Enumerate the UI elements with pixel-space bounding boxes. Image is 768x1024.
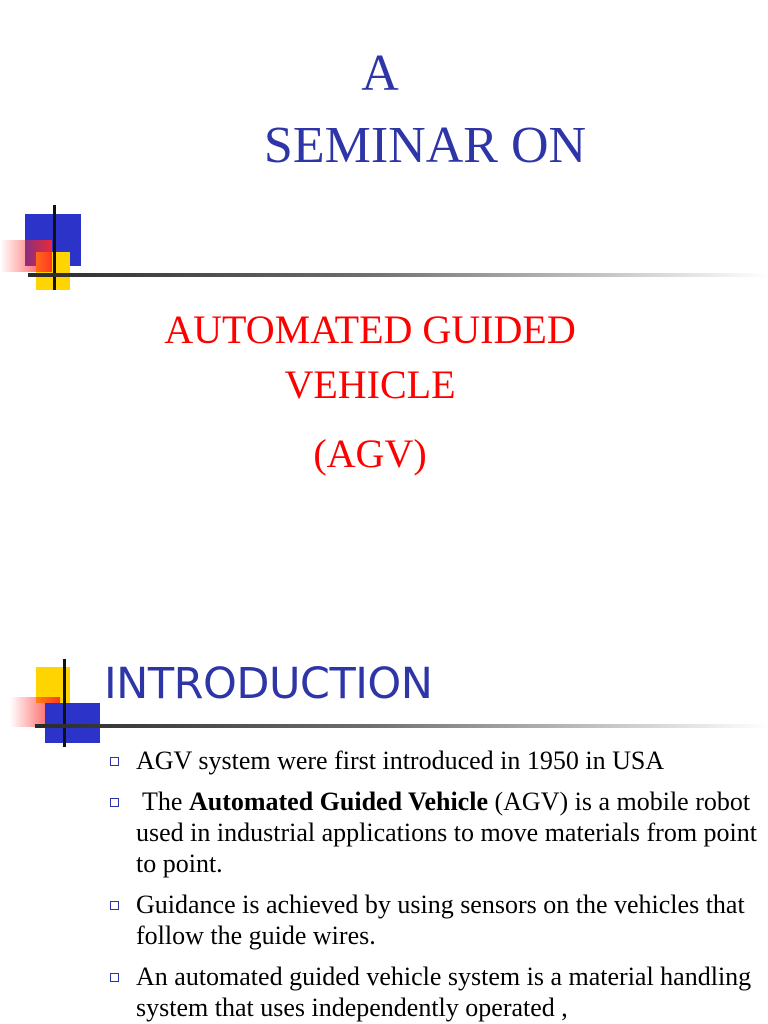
bullet-text-lead: The	[136, 787, 189, 816]
subtitle-line-2: VEHICLE	[284, 362, 456, 407]
heading-divider-line	[35, 724, 768, 728]
section-heading: INTRODUCTION	[104, 659, 433, 709]
bullet-text: AGV system were first introduced in 1950 in USA	[136, 746, 665, 775]
bullet-text-bold: Automated Guided Vehicle	[188, 787, 488, 816]
title-line-1: A	[361, 45, 399, 102]
bullet-text: An automated guided vehicle system is a material handling system that uses independently operated ,	[136, 962, 752, 1022]
title-divider-line	[28, 273, 768, 277]
subtitle-line-3: (AGV)	[313, 431, 427, 476]
square-bullet-icon	[110, 798, 119, 807]
list-item	[106, 786, 766, 879]
deco-red-square	[0, 240, 52, 272]
title-line-2: SEMINAR ON	[263, 117, 587, 174]
list-item	[106, 961, 766, 1023]
list-item	[106, 745, 766, 776]
deco-blue-square	[45, 703, 100, 743]
square-bullet-icon	[110, 901, 119, 910]
square-bullet-icon	[110, 973, 119, 982]
deco-vertical-line	[63, 659, 66, 747]
introduction-slide	[0, 645, 768, 1024]
square-bullet-icon	[110, 757, 119, 766]
bullet-text-rest: (AGV) is a mobile robot used in industrial applications to move materials from point to point.	[136, 787, 757, 878]
bullet-text: Guidance is achieved by using sensors on the vehicles that follow the guide wires.	[136, 890, 745, 950]
list-item	[106, 889, 766, 951]
bullet-list	[106, 745, 766, 1024]
deco-vertical-line	[53, 205, 56, 290]
subtitle-line-1: AUTOMATED GUIDED	[164, 307, 576, 352]
